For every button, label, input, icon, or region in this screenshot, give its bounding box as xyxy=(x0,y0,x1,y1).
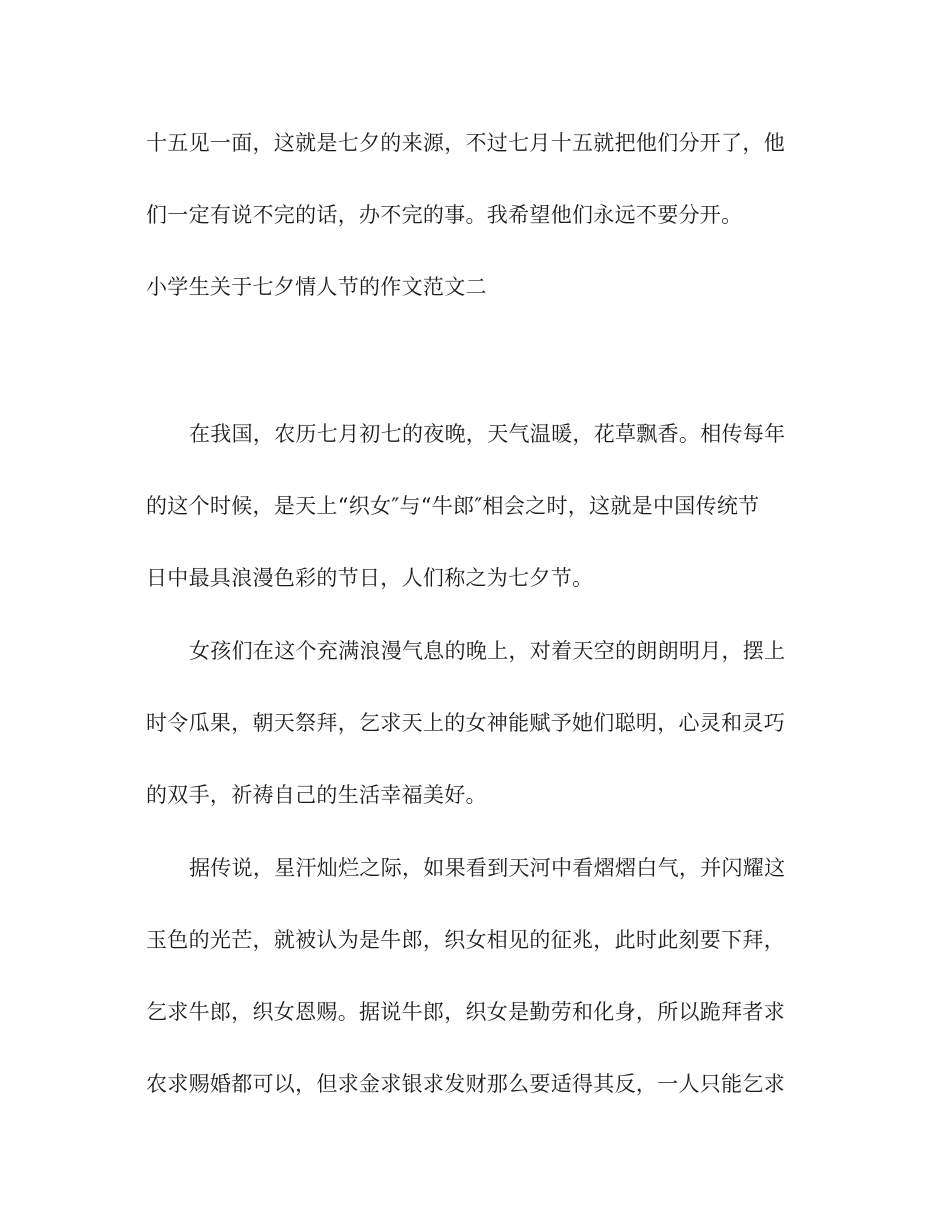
text-line: 的双手，祈祷自己的生活幸福美好。 xyxy=(146,783,487,807)
text-line: 玉色的光芒，就被认为是牛郎，织女相见的征兆，此时此刻要下拜， xyxy=(146,928,785,952)
text-line: 十五见一面，这就是七夕的来源，不过七月十五就把他们分开了，他 xyxy=(146,131,785,155)
paragraph-first-line: 女孩们在这个充满浪漫气息的晚上，对着天空的朗朗明月，摆上 xyxy=(189,639,786,663)
section-heading: 小学生关于七夕情人节的作文范文二 xyxy=(146,275,487,299)
paragraph-first-line: 据传说，星汗灿烂之际，如果看到天河中看熠熠白气，并闪耀这 xyxy=(189,856,786,880)
text-line: 们一定有说不完的话，办不完的事。我希望他们永远不要分开。 xyxy=(146,203,743,227)
text-line: 日中最具浪漫色彩的节日，人们称之为七夕节。 xyxy=(146,566,594,590)
text-line: 的这个时候，是天上“织女″与“牛郎″相会之时，这就是中国传统节 xyxy=(146,494,760,518)
text-line: 时令瓜果，朝天祭拜，乞求天上的女神能赋予她们聪明，心灵和灵巧 xyxy=(146,711,785,735)
text-line: 农求赐婚都可以，但求金求银求发财那么要适得其反，一人只能乞求 xyxy=(146,1072,785,1096)
paragraph-first-line: 在我国，农历七月初七的夜晚，天气温暖，花草飘香。相传每年 xyxy=(189,422,786,446)
text-line: 乞求牛郎，织女恩赐。据说牛郎，织女是勤劳和化身，所以跪拜者求 xyxy=(146,1000,785,1024)
